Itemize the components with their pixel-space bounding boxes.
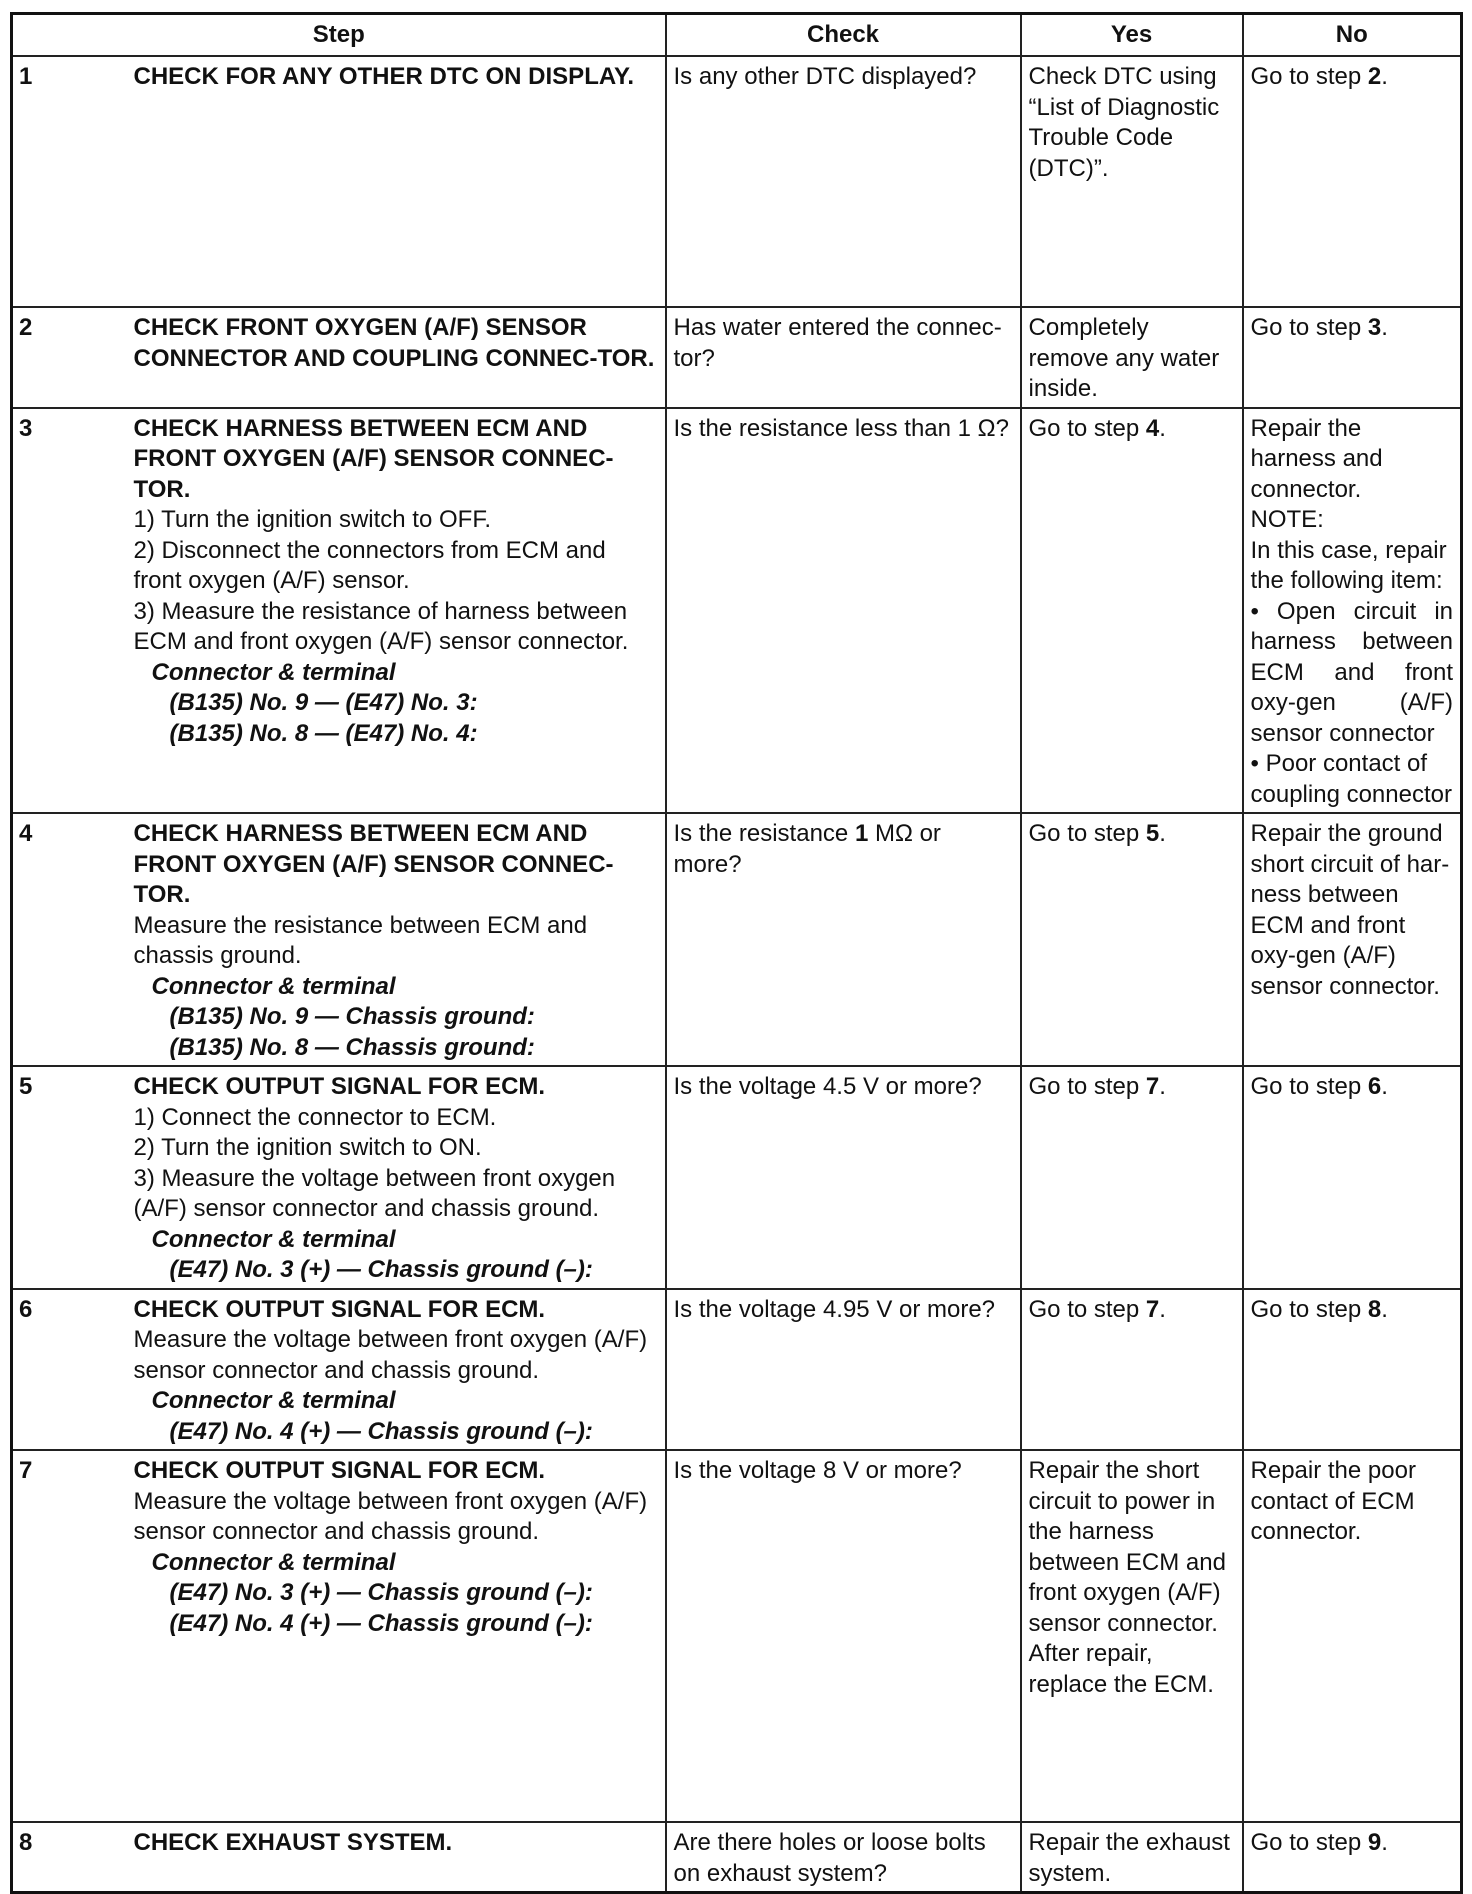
step-body: Measure the voltage between front oxygen (A/F) sensor connector and chassis ground. (133, 1487, 648, 1545)
yes-step-ref: 7 (1145, 1073, 1160, 1100)
connector-title: Connector & terminal (151, 972, 396, 1000)
step-cell (130, 813, 666, 1066)
yes-cell (1021, 408, 1243, 814)
step-title: CHECK OUTPUT SIGNAL FOR ECM. (133, 1073, 546, 1100)
no-text: Go to step (1250, 314, 1368, 341)
step-title: CHECK HARNESS BETWEEN ECM AND FRONT OXYGEN (A/F) SENSOR CONNEC-TOR. (133, 414, 614, 503)
no-text: Go to step (1250, 1295, 1368, 1323)
no-step-ref: 3 (1367, 314, 1382, 341)
connector-item: (B135) No. 8 — Chassis ground: (169, 1033, 535, 1061)
table-row (12, 1289, 1462, 1451)
header-yes: Yes (1021, 14, 1243, 57)
yes-cell (1021, 813, 1243, 1066)
check-cell: Has water entered the connec-tor? (666, 307, 1021, 408)
connector-item: (E47) No. 3 (+) — Chassis ground (–): (169, 1579, 593, 1606)
step-body: Measure the resistance between ECM and chassis ground. (133, 911, 588, 969)
connector-title: Connector & terminal (151, 1548, 396, 1576)
note-label: NOTE: (1250, 506, 1324, 533)
check-cell: Is any other DTC displayed? (666, 56, 1021, 307)
no-cell (1243, 307, 1462, 408)
no-cell (1243, 1066, 1462, 1289)
no-cell: Repair the ground short circuit of har-ness between ECM and front oxy-gen (A/F) sensor connector. (1243, 813, 1462, 1066)
table-row (12, 408, 1462, 814)
step-title: CHECK EXHAUST SYSTEM. (133, 1829, 453, 1856)
yes-step-ref: 4 (1145, 414, 1160, 442)
connector-item: (E47) No. 3 (+) — Chassis ground (–): (169, 1256, 593, 1283)
no-text-end: . (1381, 1295, 1388, 1323)
check-cell: Is the voltage 4.5 V or more? (666, 1066, 1021, 1289)
procedure-step: 1) Turn the ignition switch to OFF. (133, 506, 491, 533)
check-cell: Are there holes or loose bolts on exhaust system? (666, 1822, 1021, 1893)
table-row (12, 813, 1462, 1066)
yes-step-ref: 5 (1145, 820, 1160, 847)
step-cell (130, 1289, 666, 1451)
yes-cell (1021, 1066, 1243, 1289)
step-title: CHECK FRONT OXYGEN (A/F) SENSOR CONNECTOR AND COUPLING CONNEC-TOR. (133, 314, 655, 372)
table-row (12, 1450, 1462, 1822)
connector-title: Connector & terminal (151, 658, 396, 686)
step-cell (130, 307, 666, 408)
step-cell (130, 408, 666, 814)
step-title: CHECK OUTPUT SIGNAL FOR ECM. (133, 1457, 546, 1484)
yes-cell: Repair the exhaust system. (1021, 1822, 1243, 1893)
header-row (12, 14, 1462, 57)
yes-cell: Repair the short circuit to power in the harness between ECM and front oxygen (A/F) sensor connector. After repair, replace the ECM. (1021, 1450, 1243, 1822)
yes-text: Go to step (1028, 820, 1146, 847)
yes-step-ref: 7 (1145, 1295, 1160, 1323)
connector-title: Connector & terminal (151, 1387, 396, 1414)
diagnostic-table (10, 12, 1463, 1894)
check-value: 1 (854, 820, 869, 847)
procedure-step: 3) Measure the voltage between front oxygen (A/F) sensor connector and chassis ground. (133, 1164, 616, 1222)
check-cell: Is the voltage 8 V or more? (666, 1450, 1021, 1822)
step-number: 8 (12, 1822, 130, 1893)
yes-cell (1021, 1289, 1243, 1451)
procedure-step: 1) Connect the connector to ECM. (133, 1103, 497, 1131)
connector-item: (E47) No. 4 (+) — Chassis ground (–): (169, 1417, 593, 1445)
procedure-step: 3) Measure the resistance of harness between ECM and front oxygen (A/F) sensor connector. (133, 597, 629, 655)
no-cell (1243, 408, 1462, 814)
connector-item: (B135) No. 8 — (E47) No. 4: (169, 719, 478, 747)
step-body: Measure the voltage between front oxygen (A/F) sensor connector and chassis ground. (133, 1326, 648, 1384)
no-text: Go to step (1250, 1073, 1368, 1100)
note-bullet: • Open circuit in harness between ECM and front oxy-gen (A/F) sensor connector (1250, 597, 1454, 747)
step-cell (130, 1450, 666, 1822)
step-title: CHECK FOR ANY OTHER DTC ON DISPLAY. (133, 63, 634, 90)
table-row (12, 307, 1462, 408)
table-row (12, 1066, 1462, 1289)
step-title: CHECK OUTPUT SIGNAL FOR ECM. (133, 1295, 546, 1323)
table-row (12, 1822, 1462, 1893)
step-cell (130, 56, 666, 307)
table-row (12, 56, 1462, 307)
no-text: Go to step (1250, 63, 1368, 90)
step-cell (130, 1822, 666, 1893)
yes-text: Go to step (1028, 414, 1146, 442)
step-number: 2 (12, 307, 130, 408)
no-cell (1243, 1289, 1462, 1451)
header-step: Step (12, 14, 666, 57)
note-text: In this case, repair the following item: (1250, 536, 1447, 594)
note-bullet: • Poor contact of coupling connector (1250, 750, 1452, 808)
no-main-text: Repair the harness and connector. (1250, 414, 1383, 503)
no-step-ref: 2 (1367, 63, 1382, 90)
no-cell (1243, 1822, 1462, 1893)
step-number: 3 (12, 408, 130, 814)
check-text-end: MΩ or more? (673, 820, 941, 878)
step-number: 7 (12, 1450, 130, 1822)
no-cell: Repair the poor contact of ECM connector. (1243, 1450, 1462, 1822)
yes-cell: Completely remove any water inside. (1021, 307, 1243, 408)
yes-text-end: . (1159, 820, 1166, 847)
procedure-step: 2) Disconnect the connectors from ECM and front oxygen (A/F) sensor. (133, 536, 606, 594)
no-step-ref: 9 (1367, 1829, 1382, 1856)
procedure-step: 2) Turn the ignition switch to ON. (133, 1134, 482, 1161)
yes-text-end: . (1159, 414, 1166, 442)
check-cell: Is the resistance less than 1 Ω? (666, 408, 1021, 814)
step-number: 5 (12, 1066, 130, 1289)
check-cell (666, 813, 1021, 1066)
connector-item: (B135) No. 9 — (E47) No. 3: (169, 689, 478, 716)
yes-text: Go to step (1028, 1073, 1146, 1100)
check-cell: Is the voltage 4.95 V or more? (666, 1289, 1021, 1451)
yes-text: Go to step (1028, 1295, 1146, 1323)
yes-cell: Check DTC using “List of Diagnostic Trouble Code (DTC)”. (1021, 56, 1243, 307)
step-number: 6 (12, 1289, 130, 1451)
no-text-end: . (1381, 1073, 1388, 1100)
connector-title: Connector & terminal (151, 1225, 396, 1253)
step-number: 4 (12, 813, 130, 1066)
header-check: Check (666, 14, 1021, 57)
no-text-end: . (1381, 63, 1388, 90)
header-no: No (1243, 14, 1462, 57)
no-step-ref: 8 (1367, 1295, 1382, 1323)
check-text: Is the resistance (673, 820, 855, 847)
no-text-end: . (1381, 314, 1388, 341)
no-text: Go to step (1250, 1829, 1368, 1856)
yes-text-end: . (1159, 1073, 1166, 1100)
step-cell (130, 1066, 666, 1289)
yes-text-end: . (1159, 1295, 1166, 1323)
connector-item: (E47) No. 4 (+) — Chassis ground (–): (169, 1609, 593, 1637)
connector-item: (B135) No. 9 — Chassis ground: (169, 1003, 535, 1030)
no-cell (1243, 56, 1462, 307)
step-title: CHECK HARNESS BETWEEN ECM AND FRONT OXYGEN (A/F) SENSOR CONNEC-TOR. (133, 820, 614, 908)
no-text-end: . (1381, 1829, 1388, 1856)
no-step-ref: 6 (1367, 1073, 1382, 1100)
step-number: 1 (12, 56, 130, 307)
